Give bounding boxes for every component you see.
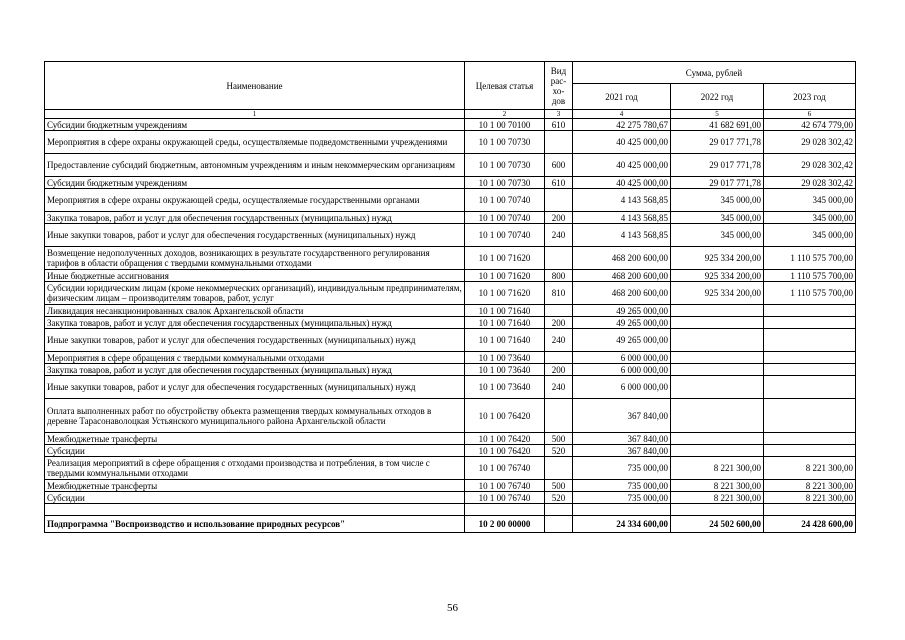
row-expense-type: 200 bbox=[545, 212, 573, 224]
row-expense-type: 810 bbox=[545, 282, 573, 305]
row-sum-2022: 8 221 300,00 bbox=[671, 492, 764, 504]
row-target-article: 10 1 00 71640 bbox=[465, 305, 545, 317]
row-sum-2021: 468 200 600,00 bbox=[573, 247, 671, 270]
row-sum-2023 bbox=[764, 364, 856, 376]
row-target-article: 10 1 00 76420 bbox=[465, 433, 545, 445]
row-sum-2022: 29 017 771,78 bbox=[671, 154, 764, 177]
column-number: 6 bbox=[764, 110, 856, 119]
table-row bbox=[45, 212, 856, 224]
row-sum-2023: 345 000,00 bbox=[764, 224, 856, 247]
table-row bbox=[45, 305, 856, 317]
row-sum-2022 bbox=[671, 305, 764, 317]
page-number: 56 bbox=[447, 602, 458, 614]
row-name: Субсидии бюджетным учреждениям bbox=[45, 119, 465, 131]
row-name: Закупка товаров, работ и услуг для обеспечения государственных (муниципальных) нужд bbox=[45, 212, 465, 224]
row-name: Субсидии bbox=[45, 445, 465, 457]
row-sum-2023 bbox=[764, 329, 856, 352]
row-name bbox=[45, 504, 465, 516]
row-sum-2022: 24 502 600,00 bbox=[671, 516, 764, 533]
header-name: Наименование bbox=[45, 62, 465, 110]
row-sum-2023: 1 110 575 700,00 bbox=[764, 282, 856, 305]
row-expense-type: 600 bbox=[545, 154, 573, 177]
row-name: Закупка товаров, работ и услуг для обеспечения государственных (муниципальных) нужд bbox=[45, 364, 465, 376]
table-row bbox=[45, 224, 856, 247]
row-expense-type: 240 bbox=[545, 224, 573, 247]
column-number: 2 bbox=[465, 110, 545, 119]
row-name: Иные бюджетные ассигнования bbox=[45, 270, 465, 282]
row-sum-2023: 29 028 302,42 bbox=[764, 131, 856, 154]
row-target-article: 10 1 00 76420 bbox=[465, 445, 545, 457]
row-target-article: 10 1 00 71640 bbox=[465, 329, 545, 352]
row-expense-type: 500 bbox=[545, 480, 573, 492]
table-row bbox=[45, 270, 856, 282]
row-expense-type bbox=[545, 399, 573, 433]
row-sum-2023: 24 428 600,00 bbox=[764, 516, 856, 533]
header-year-2022: 2022 год bbox=[671, 84, 764, 110]
row-expense-type: 240 bbox=[545, 376, 573, 399]
row-target-article: 10 1 00 70740 bbox=[465, 212, 545, 224]
row-sum-2023 bbox=[764, 504, 856, 516]
table-row bbox=[45, 445, 856, 457]
row-sum-2022: 41 682 691,00 bbox=[671, 119, 764, 131]
row-sum-2021: 4 143 568,85 bbox=[573, 189, 671, 212]
table-row bbox=[45, 154, 856, 177]
row-name: Межбюджетные трансферты bbox=[45, 433, 465, 445]
row-expense-type: 200 bbox=[545, 364, 573, 376]
row-target-article: 10 1 00 70730 bbox=[465, 177, 545, 189]
row-expense-type bbox=[545, 352, 573, 364]
row-target-article: 10 1 00 71620 bbox=[465, 247, 545, 270]
row-expense-type bbox=[545, 247, 573, 270]
row-sum-2022 bbox=[671, 364, 764, 376]
row-name: Возмещение недополученных доходов, возникающих в результате государственного регулирования тарифов в области обращения с твердыми коммунальными отходами bbox=[45, 247, 465, 270]
row-expense-type bbox=[545, 516, 573, 533]
row-sum-2023 bbox=[764, 433, 856, 445]
row-name: Иные закупки товаров, работ и услуг для обеспечения государственных (муниципальных) нужд bbox=[45, 329, 465, 352]
budget-table bbox=[44, 61, 856, 533]
table-row bbox=[45, 364, 856, 376]
row-sum-2021: 735 000,00 bbox=[573, 492, 671, 504]
table-row bbox=[45, 504, 856, 516]
row-expense-type: 520 bbox=[545, 445, 573, 457]
row-sum-2021: 6 000 000,00 bbox=[573, 376, 671, 399]
table-row bbox=[45, 516, 856, 533]
column-number: 1 bbox=[45, 110, 465, 119]
row-sum-2022 bbox=[671, 399, 764, 433]
column-number: 3 bbox=[545, 110, 573, 119]
row-target-article: 10 2 00 00000 bbox=[465, 516, 545, 533]
row-sum-2021: 735 000,00 bbox=[573, 480, 671, 492]
row-expense-type: 520 bbox=[545, 492, 573, 504]
row-sum-2023: 1 110 575 700,00 bbox=[764, 270, 856, 282]
row-sum-2022: 925 334 200,00 bbox=[671, 282, 764, 305]
row-expense-type: 610 bbox=[545, 177, 573, 189]
row-expense-type: 800 bbox=[545, 270, 573, 282]
row-expense-type: 200 bbox=[545, 317, 573, 329]
row-expense-type bbox=[545, 189, 573, 212]
row-sum-2022: 345 000,00 bbox=[671, 189, 764, 212]
row-sum-2022: 29 017 771,78 bbox=[671, 177, 764, 189]
table-row bbox=[45, 131, 856, 154]
row-target-article: 10 1 00 71620 bbox=[465, 282, 545, 305]
row-target-article: 10 1 00 73640 bbox=[465, 364, 545, 376]
table-row bbox=[45, 282, 856, 305]
row-name: Подпрограмма "Воспроизводство и использование природных ресурсов" bbox=[45, 516, 465, 533]
table-row bbox=[45, 376, 856, 399]
row-target-article: 10 1 00 73640 bbox=[465, 376, 545, 399]
row-target-article: 10 1 00 71620 bbox=[465, 270, 545, 282]
row-sum-2021: 40 425 000,00 bbox=[573, 177, 671, 189]
row-target-article: 10 1 00 70730 bbox=[465, 131, 545, 154]
row-sum-2021: 49 265 000,00 bbox=[573, 305, 671, 317]
row-sum-2022: 29 017 771,78 bbox=[671, 131, 764, 154]
row-sum-2023: 345 000,00 bbox=[764, 189, 856, 212]
row-sum-2021: 4 143 568,85 bbox=[573, 212, 671, 224]
row-name: Субсидии бюджетным учреждениям bbox=[45, 177, 465, 189]
row-expense-type: 500 bbox=[545, 433, 573, 445]
column-number: 4 bbox=[573, 110, 671, 119]
row-name: Мероприятия в сфере обращения с твердыми коммунальными отходами bbox=[45, 352, 465, 364]
row-name: Межбюджетные трансферты bbox=[45, 480, 465, 492]
row-sum-2022: 925 334 200,00 bbox=[671, 247, 764, 270]
row-sum-2022 bbox=[671, 329, 764, 352]
row-sum-2021: 367 840,00 bbox=[573, 433, 671, 445]
row-target-article: 10 1 00 76740 bbox=[465, 492, 545, 504]
row-sum-2023: 29 028 302,42 bbox=[764, 154, 856, 177]
row-sum-2022: 345 000,00 bbox=[671, 212, 764, 224]
row-target-article: 10 1 00 71640 bbox=[465, 317, 545, 329]
row-target-article: 10 1 00 70730 bbox=[465, 154, 545, 177]
row-expense-type bbox=[545, 457, 573, 480]
header-expense-type: Вид рас- хо- дов bbox=[545, 62, 573, 110]
table-row bbox=[45, 329, 856, 352]
row-name: Мероприятия в сфере охраны окружающей среды, осуществляемые государственными органами bbox=[45, 189, 465, 212]
row-target-article: 10 1 00 76740 bbox=[465, 457, 545, 480]
column-number-row bbox=[45, 110, 856, 119]
row-sum-2021: 24 334 600,00 bbox=[573, 516, 671, 533]
row-sum-2023: 1 110 575 700,00 bbox=[764, 247, 856, 270]
row-name: Субсидии юридическим лицам (кроме некоммерческих организаций), индивидуальным предпринимателям, физическим лицам – производителям товаров, работ, услуг bbox=[45, 282, 465, 305]
row-target-article: 10 1 00 70740 bbox=[465, 189, 545, 212]
row-sum-2021: 735 000,00 bbox=[573, 457, 671, 480]
row-name: Закупка товаров, работ и услуг для обеспечения государственных (муниципальных) нужд bbox=[45, 317, 465, 329]
row-sum-2021: 367 840,00 bbox=[573, 445, 671, 457]
table-row bbox=[45, 480, 856, 492]
column-number: 5 bbox=[671, 110, 764, 119]
row-sum-2023: 8 221 300,00 bbox=[764, 492, 856, 504]
row-sum-2021: 6 000 000,00 bbox=[573, 352, 671, 364]
table-row bbox=[45, 189, 856, 212]
row-sum-2023: 8 221 300,00 bbox=[764, 480, 856, 492]
row-name: Иные закупки товаров, работ и услуг для обеспечения государственных (муниципальных) нужд bbox=[45, 376, 465, 399]
row-sum-2022 bbox=[671, 317, 764, 329]
row-sum-2023: 42 674 779,00 bbox=[764, 119, 856, 131]
row-sum-2022 bbox=[671, 352, 764, 364]
table-row bbox=[45, 433, 856, 445]
header-target-article: Целевая статья bbox=[465, 62, 545, 110]
row-sum-2022 bbox=[671, 504, 764, 516]
row-sum-2021: 468 200 600,00 bbox=[573, 282, 671, 305]
row-expense-type bbox=[545, 504, 573, 516]
row-name: Предоставление субсидий бюджетным, автономным учреждениям и иным некоммерческим организациям bbox=[45, 154, 465, 177]
table-row bbox=[45, 317, 856, 329]
row-sum-2023 bbox=[764, 305, 856, 317]
row-sum-2023 bbox=[764, 376, 856, 399]
row-sum-2021 bbox=[573, 504, 671, 516]
table-row bbox=[45, 457, 856, 480]
row-sum-2023 bbox=[764, 352, 856, 364]
row-sum-2023 bbox=[764, 399, 856, 433]
row-sum-2023 bbox=[764, 445, 856, 457]
row-sum-2022 bbox=[671, 376, 764, 399]
row-sum-2022 bbox=[671, 433, 764, 445]
header-year-2021: 2021 год bbox=[573, 84, 671, 110]
row-expense-type bbox=[545, 305, 573, 317]
header-year-2023: 2023 год bbox=[764, 84, 856, 110]
table-header-row bbox=[45, 62, 856, 84]
row-sum-2022: 8 221 300,00 bbox=[671, 457, 764, 480]
table-row bbox=[45, 119, 856, 131]
row-name: Мероприятия в сфере охраны окружающей среды, осуществляемые подведомственными учреждениями bbox=[45, 131, 465, 154]
row-target-article: 10 1 00 76740 bbox=[465, 480, 545, 492]
row-name: Ликвидация несанкционированных свалок Архангельской области bbox=[45, 305, 465, 317]
row-sum-2021: 49 265 000,00 bbox=[573, 317, 671, 329]
row-sum-2021: 4 143 568,85 bbox=[573, 224, 671, 247]
table-row bbox=[45, 352, 856, 364]
table-row bbox=[45, 492, 856, 504]
row-name: Оплата выполненных работ по обустройству объекта размещения твердых коммунальных отходов в деревне Тарасонаволоцкая Устьянского муниципального района Архангельской области bbox=[45, 399, 465, 433]
table-row bbox=[45, 399, 856, 433]
row-sum-2021: 42 275 780,67 bbox=[573, 119, 671, 131]
row-sum-2023 bbox=[764, 317, 856, 329]
row-target-article: 10 1 00 70100 bbox=[465, 119, 545, 131]
row-sum-2021: 468 200 600,00 bbox=[573, 270, 671, 282]
row-sum-2021: 6 000 000,00 bbox=[573, 364, 671, 376]
row-sum-2022: 345 000,00 bbox=[671, 224, 764, 247]
row-sum-2023: 8 221 300,00 bbox=[764, 457, 856, 480]
row-sum-2022: 925 334 200,00 bbox=[671, 270, 764, 282]
row-target-article: 10 1 00 73640 bbox=[465, 352, 545, 364]
row-sum-2022 bbox=[671, 445, 764, 457]
row-sum-2021: 40 425 000,00 bbox=[573, 154, 671, 177]
row-expense-type bbox=[545, 131, 573, 154]
table-row bbox=[45, 247, 856, 270]
row-sum-2021: 40 425 000,00 bbox=[573, 131, 671, 154]
row-sum-2023: 29 028 302,42 bbox=[764, 177, 856, 189]
row-name: Реализация мероприятий в сфере обращения с отходами производства и потребления, в том числе с твердыми коммунальными отходами bbox=[45, 457, 465, 480]
row-sum-2021: 49 265 000,00 bbox=[573, 329, 671, 352]
row-sum-2023: 345 000,00 bbox=[764, 212, 856, 224]
row-target-article: 10 1 00 76420 bbox=[465, 399, 545, 433]
row-target-article: 10 1 00 70740 bbox=[465, 224, 545, 247]
row-sum-2022: 8 221 300,00 bbox=[671, 480, 764, 492]
row-name: Субсидии bbox=[45, 492, 465, 504]
row-target-article bbox=[465, 504, 545, 516]
row-name: Иные закупки товаров, работ и услуг для обеспечения государственных (муниципальных) нужд bbox=[45, 224, 465, 247]
row-expense-type: 610 bbox=[545, 119, 573, 131]
row-sum-2021: 367 840,00 bbox=[573, 399, 671, 433]
row-expense-type: 240 bbox=[545, 329, 573, 352]
header-sum: Сумма, рублей bbox=[573, 62, 856, 84]
table-row bbox=[45, 177, 856, 189]
